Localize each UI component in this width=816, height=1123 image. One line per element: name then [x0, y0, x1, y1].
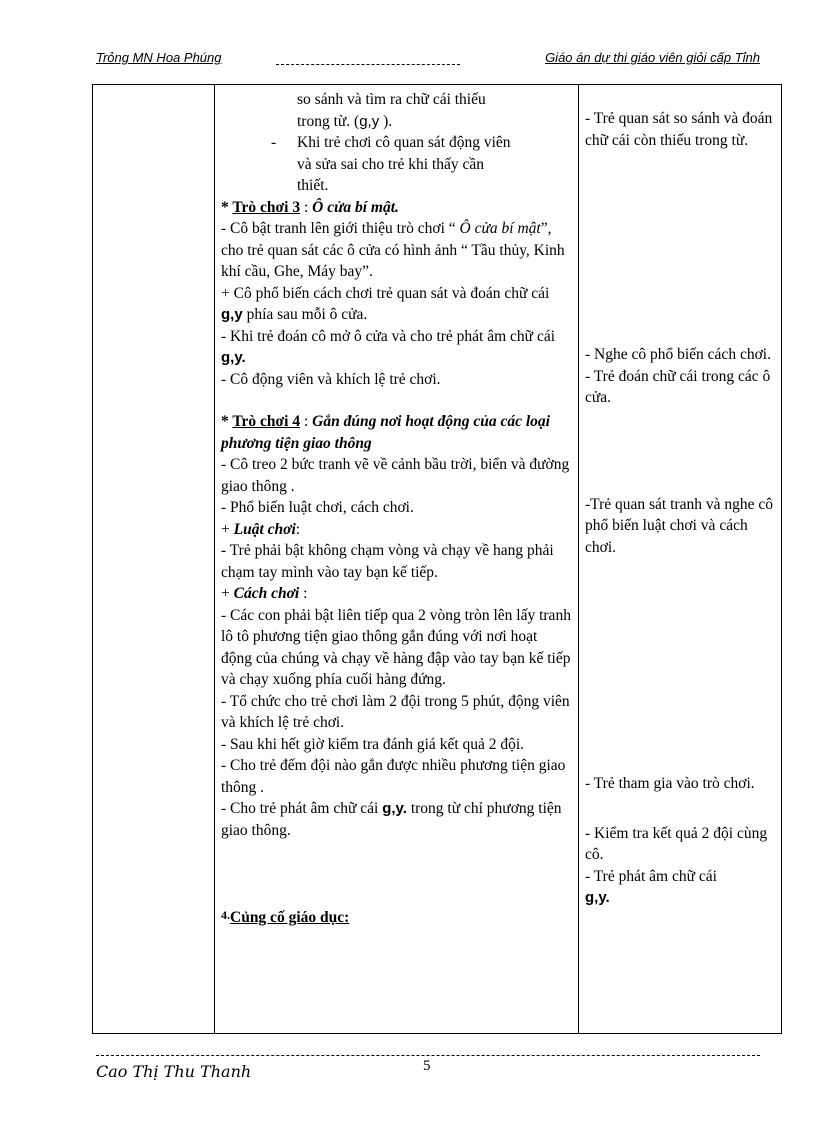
child-activity: - Trẻ quan sát so sánh và đoán chữ cái còn thiếu trong từ.	[585, 110, 773, 149]
paragraph: - Cô động viên và khích lệ trẻ chơi.	[221, 370, 441, 388]
page-number: 5	[423, 1058, 431, 1074]
column-teacher-activities	[215, 85, 579, 1034]
paragraph: - Tổ chức cho trẻ chơi làm 2 đội trong 5 phút, động viên và khích lệ trẻ chơi.	[221, 692, 570, 731]
paragraph: + Cô phổ biến cách chơi trẻ quan sát và đoán chữ cái g,y phía sau mỗi ô cửa.	[221, 284, 550, 323]
rules-heading: + Luật chơi:	[221, 520, 301, 538]
child-activity: - Trẻ phát âm chữ cái g,y.	[585, 867, 717, 906]
text-line: so sánh và tìm ra chữ cái thiếu	[297, 91, 486, 108]
game-4-heading: * Trò chơi 4 : Gắn đúng nơi hoạt động của các loại phương tiện giao thông	[221, 413, 550, 452]
child-activity: - Trẻ tham gia vào trò chơi.	[585, 775, 755, 792]
text-line: trong từ. (g,y ).	[297, 112, 393, 130]
header-divider	[276, 64, 460, 65]
child-activity: - Trẻ đoán chữ cái trong các ô cửa.	[585, 367, 771, 406]
paragraph: - Cho trẻ phát âm chữ cái g,y. trong từ chỉ phương tiện giao thông.	[221, 800, 562, 839]
header-title: Giáo án dự thi giáo viên giỏi cấp Tỉnh	[545, 50, 760, 65]
paragraph: - Khi trẻ đoán cô mở ô cửa và cho trẻ phát âm chữ cái g,y.	[221, 327, 556, 366]
paragraph: - Các con phải bật liên tiếp qua 2 vòng tròn lên lấy tranh lô tô phương tiện giao thông gắn đúng với nơi hoạt động của chúng và chạy về hàng đập vào tay bạn kế tiếp và chạy xuống phía cuối hàng đứng.	[221, 606, 571, 688]
paragraph: - Cô treo 2 bức tranh vẽ về cảnh bầu trời, biển và đường giao thông .	[221, 456, 570, 495]
text-line: thiết.	[297, 177, 329, 194]
child-activity: -Trẻ quan sát tranh và nghe cô phổ biến luật chơi và cách chơi.	[585, 495, 773, 556]
paragraph: - Cô bật tranh lên giới thiệu trò chơi “ Ô cửa bí mật”, cho trẻ quan sát các ô cửa có hình ảnh “ Tầu thủy, Kinh khí cầu, Ghe, Máy bay”.	[221, 220, 565, 280]
page-header	[96, 50, 760, 70]
footer-author: Cao Thị Thu Thanh	[96, 1062, 252, 1081]
footer-divider	[96, 1055, 760, 1056]
bullet-item: - Khi trẻ chơi cô quan sát động viên	[271, 134, 511, 151]
child-activity: - Nghe cô phổ biến cách chơi.	[585, 346, 771, 363]
text-line: và sửa sai cho trẻ khi thấy cần	[297, 155, 485, 173]
column-stages	[93, 85, 215, 1034]
paragraph: - Cho trẻ đếm đội nào gắn được nhiều phương tiện giao thông .	[221, 757, 566, 796]
lesson-table	[92, 84, 782, 1034]
paragraph: - Sau khi hết giờ kiểm tra đánh giá kết quả 2 đội.	[221, 735, 525, 753]
section-4-heading: 4.Củng cố giáo dục:	[221, 908, 350, 926]
paragraph: - Trẻ phải bật không chạm vòng và chạy về hang phải chạm tay mình vào tay bạn kế tiếp.	[221, 542, 554, 581]
child-activity: - Kiểm tra kết quả 2 đội cùng cô.	[585, 824, 768, 863]
header-school: Trỏng MN Hoa Phúng	[96, 50, 222, 65]
game-3-heading: * Trò chơi 3 : Ô cửa bí mật.	[221, 198, 399, 216]
paragraph: - Phổ biến luật chơi, cách chơi.	[221, 499, 414, 516]
howto-heading: + Cách chơi :	[221, 585, 308, 602]
column-child-activities	[579, 85, 782, 1034]
